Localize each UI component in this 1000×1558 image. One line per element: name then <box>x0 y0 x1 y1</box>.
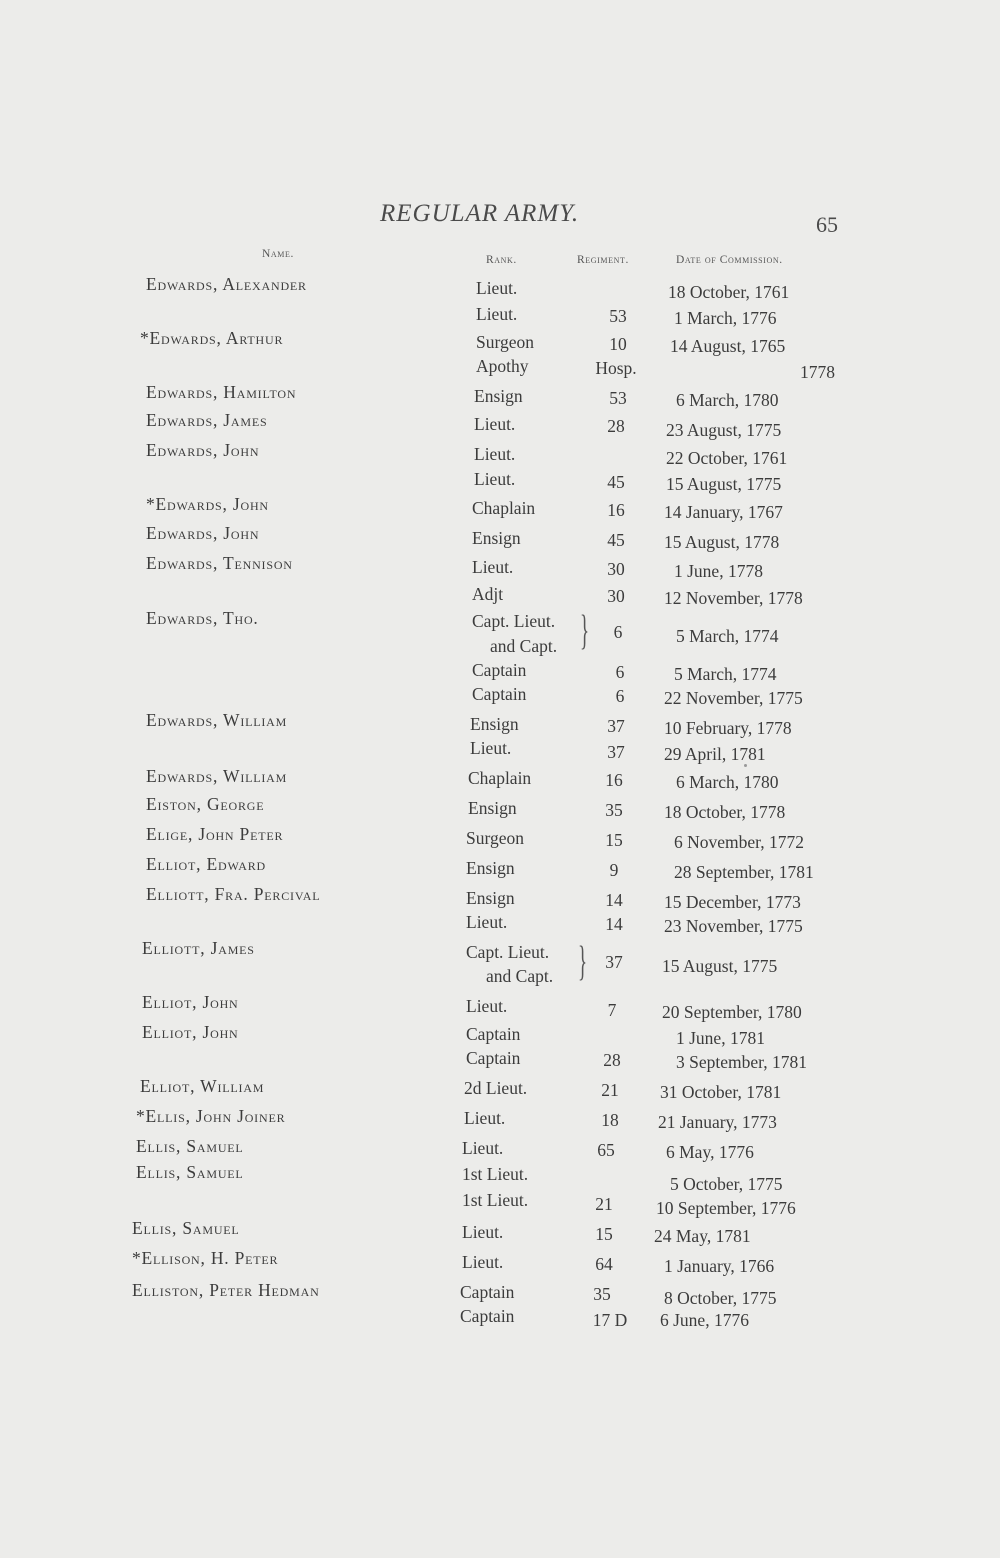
entry-regiment: 15 <box>605 830 623 850</box>
entry-rank: Ensign <box>474 386 523 406</box>
entry-name: *Edwards, John <box>146 494 269 514</box>
column-header-rank: Rank. <box>486 254 517 266</box>
column-header-date: Date of Commission. <box>676 254 783 266</box>
entry-rank: 1st Lieut. <box>462 1190 529 1210</box>
entry-rank: Ensign <box>470 714 519 734</box>
entry-name: Ellis, Samuel <box>136 1136 244 1156</box>
entry-name: Edwards, John <box>146 523 260 543</box>
entry-name: Elliot, Edward <box>146 854 266 874</box>
entry-regiment: 35 <box>605 800 623 820</box>
entry-rank: Capt. Lieut. <box>466 942 550 962</box>
entry-date: 6 June, 1776 <box>660 1310 749 1330</box>
entry-date: 5 October, 1775 <box>670 1174 783 1194</box>
column-header-regiment: Regiment. <box>577 254 629 266</box>
entry-regiment: 21 <box>601 1080 619 1100</box>
entry-date: 14 August, 1765 <box>670 336 786 356</box>
entry-rank: Chaplain <box>468 768 532 788</box>
entry-regiment: 53 <box>609 306 627 326</box>
entry-name: Edwards, William <box>146 710 288 730</box>
entry-rank: Lieut. <box>474 444 516 464</box>
entry-rank: Lieut. <box>476 304 518 324</box>
entry-date: 31 October, 1781 <box>660 1082 782 1102</box>
entry-date: 28 September, 1781 <box>674 862 814 882</box>
entry-regiment: Hosp. <box>595 358 637 378</box>
entry-rank: Adjt <box>472 584 504 604</box>
entry-rank: Lieut. <box>464 1108 506 1128</box>
entry-regiment: 15 <box>595 1224 613 1244</box>
entry-regiment: 7 <box>607 1000 617 1020</box>
page-number: 65 <box>816 212 838 237</box>
entry-name: Ellis, Samuel <box>136 1162 244 1182</box>
entry-rank: Captain <box>472 660 527 680</box>
entry-name: Edwards, Tho. <box>146 608 259 628</box>
entry-date: 3 September, 1781 <box>676 1052 808 1072</box>
entry-date: 29 April, 1781 <box>664 744 766 764</box>
entry-rank: Lieut. <box>470 738 512 758</box>
running-title: REGULAR ARMY. <box>380 200 580 227</box>
entry-date: 1 June, 1781 <box>676 1028 765 1048</box>
entry-date: 6 March, 1780 <box>676 772 779 792</box>
entry-rank: Lieut. <box>466 912 508 932</box>
entry-rank: 1st Lieut. <box>462 1164 529 1184</box>
entry-name: Elige, John Peter <box>146 824 284 844</box>
entry-date: 18 October, 1778 <box>664 802 786 822</box>
entry-date: 10 February, 1778 <box>664 718 792 738</box>
entry-name: Edwards, Tennison <box>146 553 293 573</box>
entry-regiment: 35 <box>593 1284 611 1304</box>
entry-regiment: 37 <box>607 716 625 736</box>
entry-name: Elliston, Peter Hedman <box>132 1280 320 1300</box>
entry-regiment: 16 <box>607 500 625 520</box>
entry-date: 22 November, 1775 <box>664 688 803 708</box>
entry-regiment: 6 <box>615 686 625 706</box>
entry-rank: Lieut. <box>462 1222 504 1242</box>
print-speck <box>744 764 747 767</box>
entry-name: Elliott, James <box>142 938 255 958</box>
entry-date: 23 November, 1775 <box>664 916 803 936</box>
entry-regiment: 28 <box>607 416 625 436</box>
entry-name: Ellis, Samuel <box>132 1218 240 1238</box>
entry-date: 22 October, 1761 <box>666 448 788 468</box>
entry-name: Elliot, John <box>142 1022 239 1042</box>
entry-name: *Edwards, Arthur <box>140 328 284 348</box>
entry-regiment: 45 <box>607 472 625 492</box>
entry-date: 6 March, 1780 <box>676 390 779 410</box>
entry-rank: Captain <box>472 684 527 704</box>
entry-date: 6 May, 1776 <box>666 1142 754 1162</box>
entry-regiment: 53 <box>609 388 627 408</box>
entry-regiment: 64 <box>595 1254 613 1274</box>
brace: } <box>578 939 588 985</box>
entry-rank: Ensign <box>468 798 517 818</box>
entry-regiment: 14 <box>605 914 623 934</box>
entry-regiment: 28 <box>603 1050 621 1070</box>
entry-regiment: 14 <box>605 890 623 910</box>
entry-name: Edwards, Alexander <box>146 274 307 294</box>
entry-name: Eiston, George <box>146 794 265 814</box>
entry-regiment: 21 <box>595 1194 613 1214</box>
entry-date: 15 August, 1778 <box>664 532 780 552</box>
entry-rank: Ensign <box>466 888 515 908</box>
entry-date: 12 November, 1778 <box>664 588 803 608</box>
entry-rank: Lieut. <box>462 1138 504 1158</box>
entry-name: Edwards, John <box>146 440 260 460</box>
entry-regiment: 16 <box>605 770 623 790</box>
entry-name: Elliot, John <box>142 992 239 1012</box>
entry-rank: Lieut. <box>472 557 514 577</box>
entry-rank: Lieut. <box>474 414 516 434</box>
entry-rank: Ensign <box>472 528 521 548</box>
entry-date: 20 September, 1780 <box>662 1002 802 1022</box>
entry-regiment: 17 D <box>592 1310 628 1330</box>
brace: } <box>580 608 590 654</box>
entry-rank: Captain <box>466 1048 521 1068</box>
entry-rank: Lieut. <box>474 469 516 489</box>
entry-date: 10 September, 1776 <box>656 1198 796 1218</box>
entry-rank: 2d Lieut. <box>464 1078 528 1098</box>
entry-date: 8 October, 1775 <box>664 1288 777 1308</box>
entry-rank: Captain <box>460 1306 515 1326</box>
entry-date: 6 November, 1772 <box>674 832 805 852</box>
entry-rank: Captain <box>460 1282 515 1302</box>
entry-rank: Lieut. <box>462 1252 504 1272</box>
entry-date: 14 January, 1767 <box>664 502 783 522</box>
entry-date: 15 August, 1775 <box>662 956 778 976</box>
entry-rank: Apothy <box>476 356 529 376</box>
entry-regiment: 6 <box>615 662 625 682</box>
entry-regiment: 37 <box>607 742 625 762</box>
entry-date: 1 June, 1778 <box>674 561 763 581</box>
entry-name: Edwards, James <box>146 410 268 430</box>
entry-date: 23 August, 1775 <box>666 420 782 440</box>
entry-regiment: 10 <box>609 334 627 354</box>
entry-date: 1778 <box>800 362 835 382</box>
entry-regiment: 18 <box>601 1110 619 1130</box>
entry-rank: Lieut. <box>466 996 508 1016</box>
entry-rank: Captain <box>466 1024 521 1044</box>
entry-rank: and Capt. <box>486 966 554 986</box>
column-header-name: Name. <box>262 248 294 260</box>
entry-date: 1 March, 1776 <box>674 308 777 328</box>
entry-date: 15 December, 1773 <box>664 892 801 912</box>
entry-regiment: 30 <box>607 559 625 579</box>
entry-regiment: 9 <box>609 860 619 880</box>
entry-rank: and Capt. <box>490 636 558 656</box>
entry-rank: Surgeon <box>476 332 535 352</box>
entry-regiment: 6 <box>613 622 623 642</box>
entry-regiment: 45 <box>607 530 625 550</box>
entry-rank: Chaplain <box>472 498 536 518</box>
entry-name: Edwards, William <box>146 766 288 786</box>
entry-date: 24 May, 1781 <box>654 1226 751 1246</box>
entry-rank: Lieut. <box>476 278 518 298</box>
entry-date: 18 October, 1761 <box>668 282 790 302</box>
entry-name: Elliot, William <box>140 1076 265 1096</box>
entry-name: *Ellis, John Joiner <box>136 1106 286 1126</box>
entry-rank: Surgeon <box>466 828 525 848</box>
entry-date: 1 January, 1766 <box>664 1256 775 1276</box>
entry-date: 15 August, 1775 <box>666 474 782 494</box>
entry-regiment: 65 <box>597 1140 615 1160</box>
entry-regiment: 30 <box>607 586 625 606</box>
entry-name: Edwards, Hamilton <box>146 382 297 402</box>
entry-date: 5 March, 1774 <box>674 664 777 684</box>
entry-regiment: 37 <box>605 952 623 972</box>
entry-rank: Capt. Lieut. <box>472 611 556 631</box>
entry-rank: Ensign <box>466 858 515 878</box>
entry-name: Elliott, Fra. Percival <box>146 884 321 904</box>
entry-date: 21 January, 1773 <box>658 1112 777 1132</box>
entry-name: *Ellison, H. Peter <box>132 1248 279 1268</box>
entry-date: 5 March, 1774 <box>676 626 779 646</box>
